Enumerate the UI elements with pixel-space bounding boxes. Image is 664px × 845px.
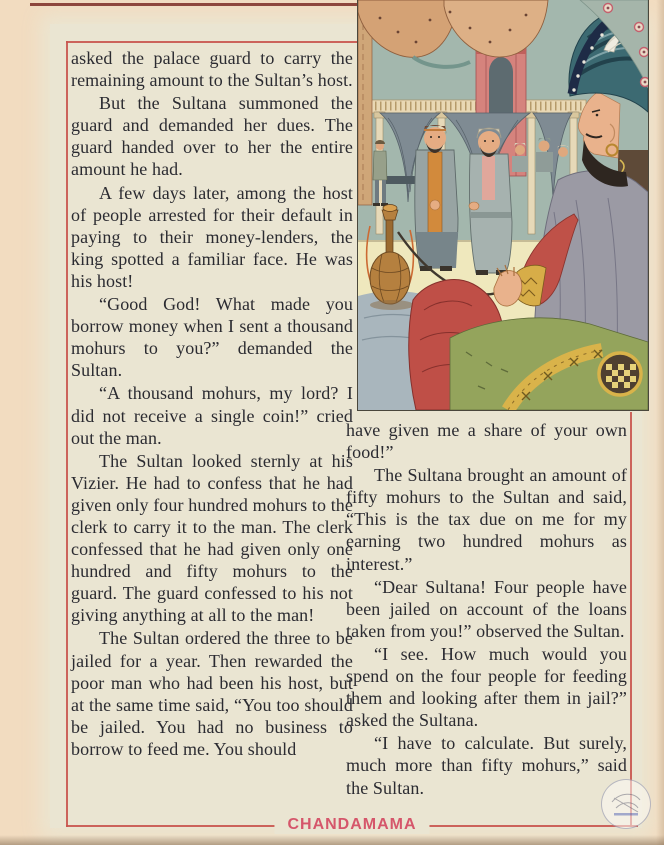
magazine-title: CHANDAMAMA bbox=[274, 816, 429, 834]
paragraph: “I have to calculate. But surely, much more than fifty mohurs,” said the Sultan. bbox=[346, 733, 627, 798]
bench bbox=[382, 176, 418, 184]
frame-rule-left bbox=[66, 41, 68, 827]
right-column bbox=[346, 419, 627, 800]
left-column bbox=[71, 47, 353, 761]
paragraph: asked the palace guard to carry the remaining amount to the Sultan’s host. bbox=[71, 48, 353, 91]
top-rule bbox=[30, 3, 358, 6]
page-bottom-shadow bbox=[0, 835, 664, 845]
paragraph: But the Sultana summoned the guard and demanded her dues. The guard handed over to her the entire amount he had. bbox=[71, 93, 353, 180]
paragraph: The Sultan ordered the three to be jailed for a year. Then rewarded the poor man who had been his host, but at the same time said, “You too should be jailed. You had no business to borrow to feed me. You should bbox=[71, 628, 353, 759]
paragraph: The Sultana brought an amount of fifty mohurs to the Sultan and said, “This is the tax due on me for my earning two hundred mohurs as interest.” bbox=[346, 465, 627, 574]
story-illustration bbox=[358, 0, 648, 410]
paragraph: “Good God! What made you borrow money when I sent a thousand mohurs to you?” demanded the Sultan. bbox=[71, 294, 353, 381]
paragraph: The Sultan looked sternly at his Vizier. He had to confess that he had given only four hundred mohurs to the clerk to carry it to the man. The clerk confessed that he had given only one hundred and fifty mohurs to the guard. The guard confessed to his not giving anything at all to the man! bbox=[71, 450, 353, 626]
frame-rule-top bbox=[66, 41, 360, 43]
paragraph: “I see. How much would you spend on the four people for feeding them and looking after them in jail?” asked the Sultana. bbox=[346, 643, 627, 731]
paragraph: A few days later, among the host of people arrested for their default in paying to their money-lenders, the king spotted a familiar face. He was his host! bbox=[71, 182, 353, 291]
watermark-stamp bbox=[601, 779, 651, 829]
frame-rule-right bbox=[630, 412, 632, 827]
page-edge-shade bbox=[656, 0, 664, 845]
cornice-band bbox=[358, 100, 586, 113]
paragraph: have given me a share of your own food!” bbox=[346, 420, 627, 463]
paragraph: “Dear Sultana! Four people have been jailed on account of the loans taken from you!” observed the Sultan. bbox=[346, 576, 627, 641]
paragraph: “A thousand mohurs, my lord? I did not receive a single coin!” cried out the man. bbox=[71, 383, 353, 448]
